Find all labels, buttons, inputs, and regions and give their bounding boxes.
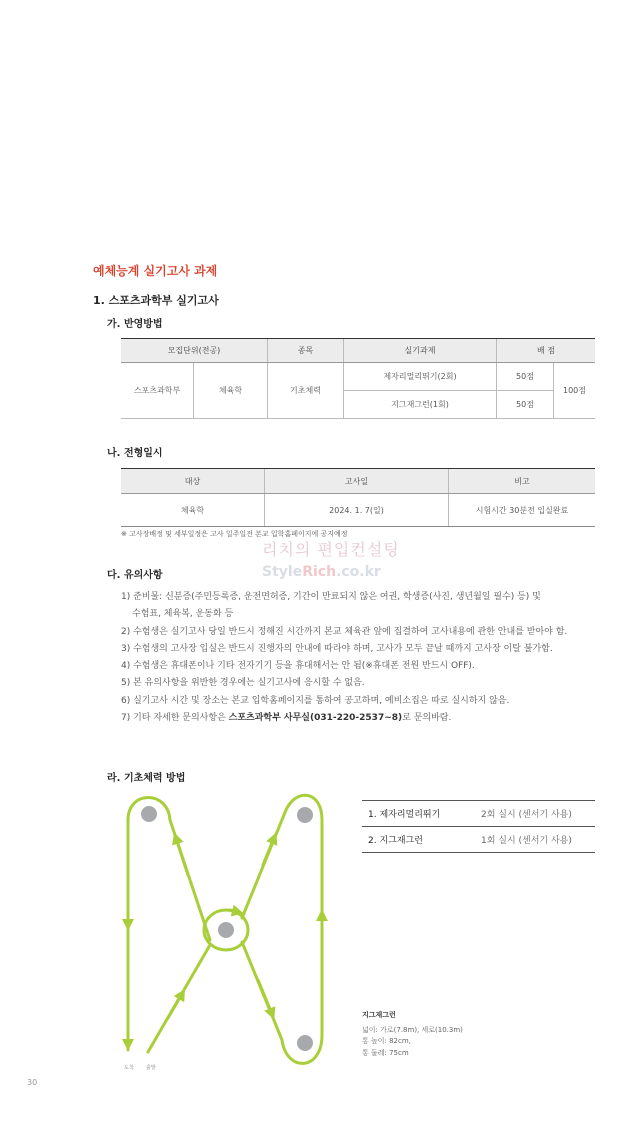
header-date: 고사일 [265,469,449,494]
notice-item: 5) 본 유의사항을 위반한 경우에는 실기고사에 응시할 수 없음. [121,678,365,689]
section-title: 예체능계 실기고사 과제 [93,264,218,278]
schedule-table [121,468,595,527]
spec-line: 통 높이: 82cm, [362,1037,411,1045]
cell-total: 100점 [554,363,596,419]
method-detail-2: 1회 실시 (센서기 사용) [473,827,595,853]
method-name-2: 2. 지그재그런 [362,827,473,853]
path-right-loop [282,795,322,1063]
label-finish: 도착 [124,1065,134,1071]
subheading-notices: 다. 유의사항 [107,570,163,581]
contact-office: 스포츠과학부 사무실(031-220-2537~8) [228,713,403,724]
header-event: 종목 [268,339,344,363]
cell-score-1: 50점 [497,363,554,391]
page-number: 30 [27,1078,38,1087]
notice-list [121,589,567,727]
cell-date: 2024. 1. 7(일) [265,494,449,527]
spec-line: 통 둘레: 75cm [362,1048,409,1057]
heading-sports-science: 1. 스포츠과학부 실기고사 [93,294,219,307]
cell-target: 체육학 [121,494,265,527]
notice-item: 3) 수험생의 고사장 입실은 반드시 진행자의 안내에 따라야 하며, 고사가 모두 끝날 때까지 고사장 이탈 불가함. [121,643,553,654]
method-detail-1: 2회 실시 (센서기 사용) [473,801,595,827]
notice-item: 4) 수험생은 휴대폰이나 기타 전자기기 등을 휴대해서는 안 됨(※휴대폰 전원 반드시 OFF). [121,661,475,672]
notice-item: 7) 기타 자세한 문의사항은 스포츠과학부 사무실(031-220-2537~8)로 문의바람. [121,713,452,724]
header-remark: 비고 [449,469,596,494]
subheading-method: 가. 반영방법 [107,319,163,330]
header-unit: 모집단위(전공) [121,339,268,363]
schedule-note: ※ 고사장배정 및 세부일정은 고사 일주일전 본교 입학홈페이지에 공지예정 [121,530,348,538]
pole-top-left [141,806,157,822]
notice-item: 수험표, 체육복, 운동화 등 [132,609,234,620]
cell-score-2: 50점 [497,391,554,419]
pole-bottom-right [297,1035,313,1051]
spec-title: 지그재그런 [362,1011,396,1019]
cell-major: 체육학 [194,363,268,419]
zigzag-run-diagram [118,790,338,1080]
pole-center [218,922,234,938]
method-name-1: 1. 제자리멀리뛰기 [362,801,473,827]
method-table [362,800,595,853]
cell-task-2: 지그재그런(1회) [344,391,497,419]
cell-remark: 시험시간 30분전 입실완료 [449,494,596,527]
zigzag-spec [362,1010,463,1059]
cell-event: 기초체력 [268,363,344,419]
watermark-url: StyleRich.co.kr [262,564,381,580]
cell-task-1: 제자리멀리뛰기(2회) [344,363,497,391]
subheading-schedule: 나. 전형일시 [107,448,163,459]
pole-top-right [297,807,313,823]
notice-item: 1) 준비물: 신분증(주민등록증, 운전면허증, 기간이 만료되지 않은 여권, 학생증(사진, 생년월일 필수) 등) 및 [121,592,541,602]
watermark-text: 리치의 편입컨설팅 [262,540,400,559]
notice-item: 2) 수험생은 실기고사 당일 반드시 정해진 시간까지 본교 체육관 앞에 집결하여 고사내용에 관한 안내를 받아야 함. [121,626,568,637]
header-task: 실기과제 [344,339,497,363]
header-score: 배 점 [497,339,596,363]
subheading-fitness-method: 라. 기초체력 방법 [107,773,186,784]
cell-unit: 스포츠과학부 [121,363,194,419]
spec-line: 넓이: 가로(7.8m), 세로(10.3m) [362,1025,463,1034]
header-target: 대상 [121,469,265,494]
score-table [121,338,595,419]
notice-item: 6) 실기고사 시간 및 장소는 본교 입학홈페이지를 통하여 공고하며, 예비소집은 따로 실시하지 않음. [121,695,510,706]
label-start: 출발 [146,1065,156,1071]
